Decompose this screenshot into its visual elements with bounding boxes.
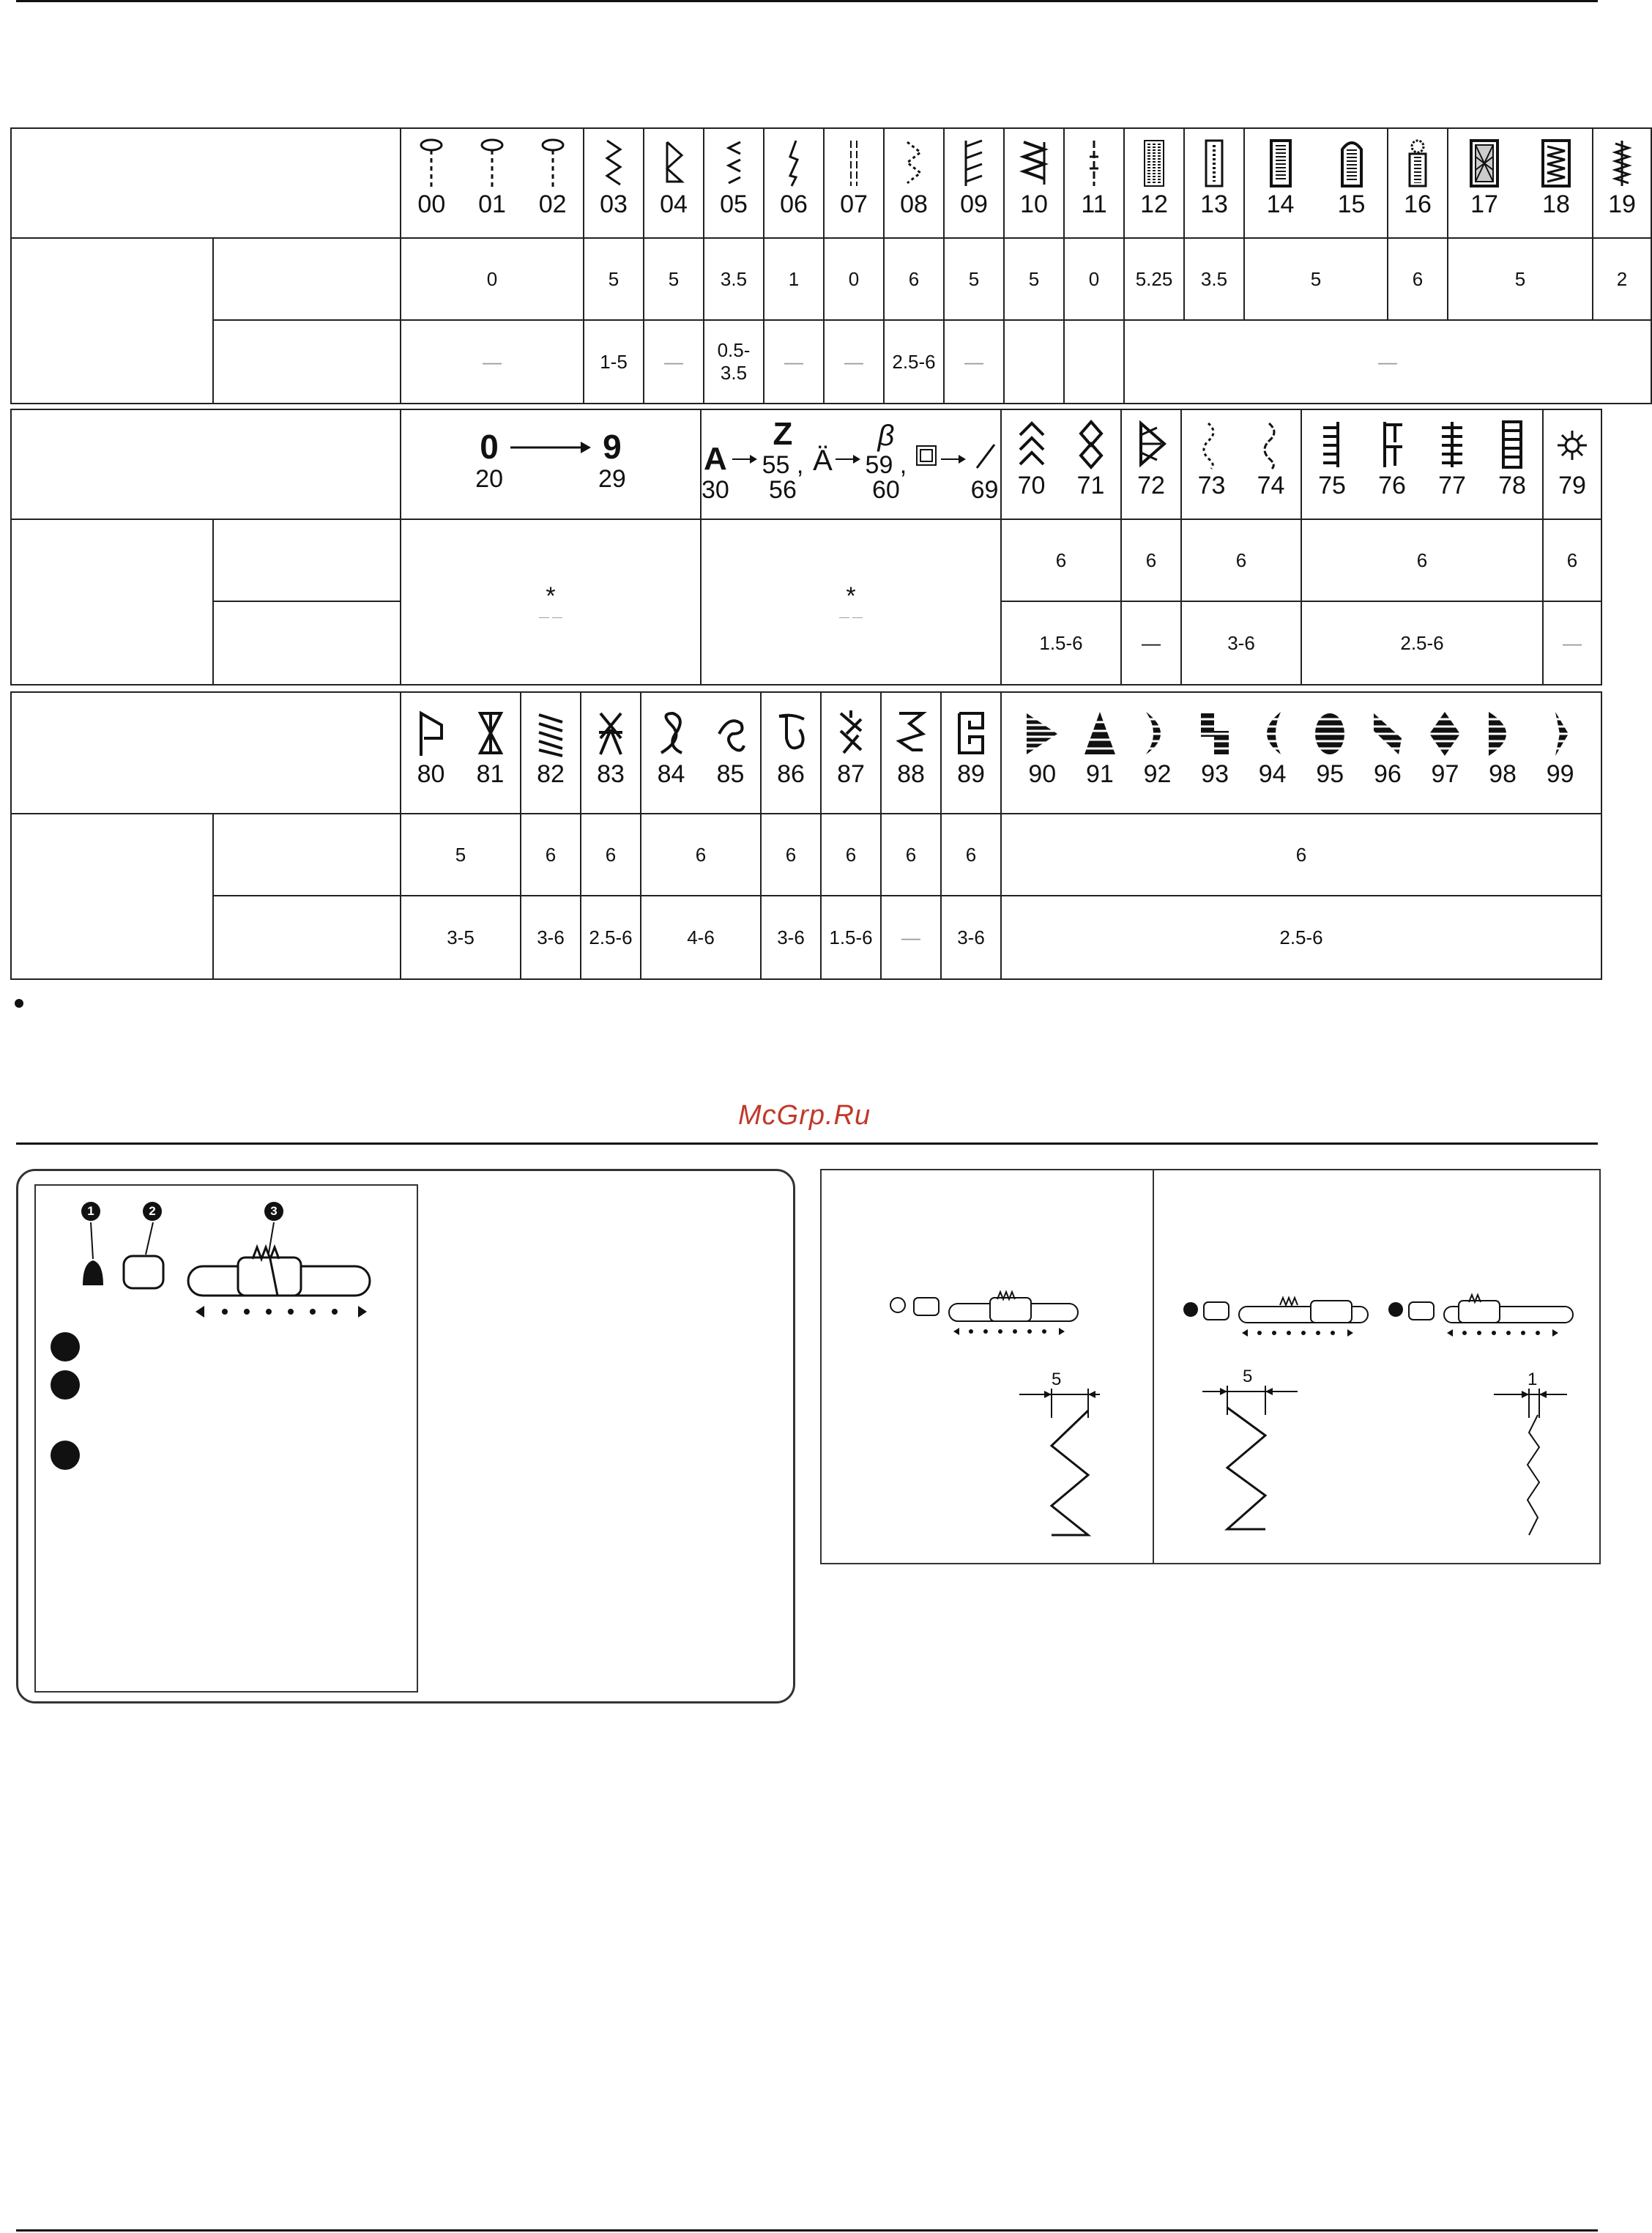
pattern-cell xyxy=(881,692,941,814)
pattern-cell xyxy=(1004,128,1064,238)
pattern-number: 07 xyxy=(840,190,868,218)
manual-width-value: — xyxy=(881,896,941,979)
pattern-cell xyxy=(641,692,761,814)
cross-chain-icon xyxy=(836,709,866,757)
bullet-marker-1 xyxy=(51,1332,80,1361)
pattern-number: 89 xyxy=(957,759,985,788)
multi-zigzag-icon xyxy=(723,139,745,187)
pattern-number: 82 xyxy=(537,759,565,788)
pattern-cell xyxy=(644,128,704,238)
digit-symbol: 0 xyxy=(480,427,499,466)
manual-width-value xyxy=(1004,320,1064,404)
note-bullet xyxy=(15,999,23,1008)
pattern-number: 20 xyxy=(475,464,503,493)
pattern-number: 71 xyxy=(1076,472,1105,499)
manual-width-value: 0.5-3.5 xyxy=(704,320,764,404)
pattern-number: 10 xyxy=(1020,190,1048,218)
row-label xyxy=(11,814,213,979)
darning-zigzag-icon xyxy=(1540,139,1572,187)
eyelet-icon xyxy=(1558,420,1587,469)
pattern-cell xyxy=(884,128,944,238)
straight-center-icon xyxy=(477,139,507,187)
manual-width-value: 3-6 xyxy=(1181,601,1301,685)
pattern-number: 78 xyxy=(1498,472,1526,499)
bullet-marker-3 xyxy=(51,1441,80,1470)
pattern-cell-satin-shapes xyxy=(1001,692,1601,814)
row-sublabel-auto xyxy=(213,238,401,320)
satin-step-icon xyxy=(1197,709,1233,757)
pattern-number: 75 xyxy=(1318,472,1346,499)
pattern-number: 88 xyxy=(897,759,925,788)
pattern-number: 98 xyxy=(1489,760,1517,788)
manual-width-value: 1.5-6 xyxy=(821,896,881,979)
pattern-cell xyxy=(1301,409,1543,519)
bridge-pattern-icon xyxy=(417,709,446,757)
bottom-rule xyxy=(16,2229,1598,2232)
auto-width-value: 6 xyxy=(881,814,941,896)
row-sublabel-manual xyxy=(213,601,401,685)
legend-panel xyxy=(16,1169,795,1703)
pattern-cell xyxy=(1181,409,1301,519)
manual-width-value: — xyxy=(1121,601,1181,685)
pattern-number: 17 xyxy=(1470,190,1498,218)
pattern-number: 99 xyxy=(1546,760,1574,788)
section-rule xyxy=(16,1142,1598,1145)
watermark: McGrp.Ru xyxy=(738,1100,871,1131)
legend-inner-box xyxy=(34,1184,418,1693)
pattern-number: 73 xyxy=(1197,472,1226,499)
pattern-cell xyxy=(1593,128,1651,238)
pattern-number: 90 xyxy=(1028,760,1057,788)
indicator-filled-diagram xyxy=(1180,1288,1378,1339)
manual-width-value: 4-6 xyxy=(641,896,761,979)
row-sublabel-auto xyxy=(213,814,401,896)
satin-arrow-icon xyxy=(1542,709,1579,757)
pattern-number: 87 xyxy=(837,759,865,788)
panel-divider xyxy=(1153,1170,1154,1563)
auto-width-value: 1 xyxy=(764,238,824,320)
pattern-number: 59 , 60 xyxy=(865,450,907,504)
triangle-stitch-icon xyxy=(663,139,685,187)
auto-width-value: 5 xyxy=(1244,238,1388,320)
zigzag-width-1-diagram xyxy=(1494,1389,1574,1550)
auto-width-value: 0 xyxy=(1064,238,1124,320)
row-label xyxy=(11,519,213,685)
stitch-table-2 xyxy=(10,409,1602,685)
pattern-number: 03 xyxy=(600,190,628,218)
letter-symbol: Z xyxy=(773,415,793,452)
manual-width-value: 2.5-6 xyxy=(1001,896,1601,979)
auto-width-value: 6 xyxy=(581,814,641,896)
callout-badge: 2 xyxy=(143,1202,162,1221)
letter-symbol: Ä xyxy=(813,444,833,477)
dotted-zigzag-icon xyxy=(903,139,925,187)
pattern-number: 74 xyxy=(1257,472,1285,499)
row-sublabel-auto xyxy=(213,519,401,601)
pattern-cell xyxy=(1124,128,1184,238)
pattern-number: 84 xyxy=(657,760,685,788)
auto-width-value: 5 xyxy=(944,238,1004,320)
pattern-number: 77 xyxy=(1438,472,1466,499)
pattern-number: 02 xyxy=(538,190,567,218)
auto-width-value: 3.5 xyxy=(704,238,764,320)
pattern-number: 94 xyxy=(1258,760,1287,788)
manual-width-value: — xyxy=(1124,320,1651,404)
header-label-cell xyxy=(11,128,401,238)
auto-width-value: 6 xyxy=(1001,814,1601,896)
zigzag-width-5-alt-diagram xyxy=(1188,1386,1312,1547)
pattern-cell xyxy=(941,692,1001,814)
pattern-number: 11 xyxy=(1081,190,1107,218)
auto-width-value: 6 xyxy=(1543,519,1601,601)
diamond-chain-icon xyxy=(1076,420,1106,469)
manual-width-value: 2.5-6 xyxy=(884,320,944,404)
fan-pattern-icon xyxy=(1135,420,1167,469)
triple-chevron-icon xyxy=(536,709,565,757)
pattern-number: 08 xyxy=(900,190,928,218)
pattern-number: 97 xyxy=(1431,760,1459,788)
manual-width-value xyxy=(1064,320,1124,404)
manual-width-value: 1-5 xyxy=(584,320,644,404)
lightning-stitch-icon xyxy=(783,139,805,187)
auto-width-value: 0 xyxy=(824,238,884,320)
straight-left-icon xyxy=(417,139,446,187)
note-cell: * — — xyxy=(701,519,1001,685)
pattern-number: 93 xyxy=(1201,760,1229,788)
pattern-number: 96 xyxy=(1373,760,1402,788)
pattern-cell xyxy=(521,692,581,814)
buttonhole-icon xyxy=(1203,139,1225,187)
auto-width-value: 5.25 xyxy=(1124,238,1184,320)
pattern-number: 91 xyxy=(1085,760,1114,788)
auto-width-value: 6 xyxy=(941,814,1001,896)
satin-slant-icon xyxy=(1369,709,1406,757)
pattern-cell xyxy=(401,128,584,238)
round-buttonhole-icon xyxy=(1339,139,1364,187)
note-cell: * — — xyxy=(401,519,701,685)
darning-icon xyxy=(1468,139,1500,187)
auto-width-value: 6 xyxy=(821,814,881,896)
pattern-cell xyxy=(1121,409,1181,519)
arrow-right-icon xyxy=(510,436,591,458)
arrow-right-icon xyxy=(732,452,757,467)
overlock-icon xyxy=(961,139,986,187)
manual-width-value: 3-5 xyxy=(401,896,521,979)
header-label-cell xyxy=(11,692,401,814)
pattern-cell xyxy=(1184,128,1244,238)
example-panel xyxy=(820,1169,1601,1564)
pattern-number: 18 xyxy=(1542,190,1570,218)
straight-right-icon xyxy=(538,139,568,187)
slash-symbol-icon xyxy=(972,436,997,472)
pattern-cell xyxy=(1448,128,1593,238)
triple-straight-icon xyxy=(843,139,865,187)
greek-key-icon xyxy=(955,709,987,757)
auto-width-value: 6 xyxy=(1388,238,1448,320)
pattern-cell xyxy=(944,128,1004,238)
zigzag-width-5-diagram xyxy=(1005,1389,1115,1550)
auto-width-value: 6 xyxy=(761,814,821,896)
pattern-number: 16 xyxy=(1404,190,1432,218)
manual-width-value: 2.5-6 xyxy=(581,896,641,979)
pattern-number: 12 xyxy=(1140,190,1168,218)
pattern-cell xyxy=(761,692,821,814)
auto-width-value: 2 xyxy=(1593,238,1651,320)
pattern-number: 55 , 56 xyxy=(762,450,804,504)
top-rule xyxy=(16,0,1598,2)
bullet-marker-2 xyxy=(51,1370,80,1400)
pattern-cell-letters xyxy=(701,409,1001,519)
auto-width-value: 0 xyxy=(401,238,584,320)
row-sublabel-manual xyxy=(213,896,401,979)
callout-badge: 1 xyxy=(81,1202,100,1221)
pattern-cell xyxy=(584,128,644,238)
pattern-number: 80 xyxy=(417,760,445,788)
auto-width-value: 5 xyxy=(401,814,521,896)
auto-width-value: 6 xyxy=(521,814,581,896)
auto-width-value: 5 xyxy=(1448,238,1593,320)
pattern-cell xyxy=(1543,409,1601,519)
pattern-number: 30 xyxy=(702,475,729,504)
comb-satin-icon xyxy=(1379,420,1405,469)
row-label xyxy=(11,238,213,404)
dimension-label: 5 xyxy=(1052,1370,1062,1389)
pattern-number: 09 xyxy=(960,190,988,218)
dimension-label: 5 xyxy=(1243,1367,1253,1386)
pattern-number: 29 xyxy=(598,464,626,493)
manual-width-value: 3-6 xyxy=(761,896,821,979)
manual-width-value: — xyxy=(401,320,584,404)
manual-width-value: — xyxy=(644,320,704,404)
manual-width-value: 1.5-6 xyxy=(1001,601,1121,685)
pattern-number: 00 xyxy=(417,190,446,218)
pattern-number: 05 xyxy=(720,190,748,218)
satin-crescent-icon xyxy=(1139,709,1175,757)
hook-pattern-icon xyxy=(775,709,807,757)
stitch-table-3 xyxy=(10,691,1602,980)
header-label-cell xyxy=(11,409,401,519)
bartack-dense-icon xyxy=(1611,139,1633,187)
dotted-wave-icon xyxy=(1201,420,1223,469)
bartack-icon xyxy=(1083,139,1105,187)
auto-width-value: 6 xyxy=(1121,519,1181,601)
satin-oval-icon xyxy=(1311,709,1348,757)
cross-stitch-icon xyxy=(596,709,625,757)
bar-satin-icon xyxy=(1319,420,1345,469)
pattern-number: 15 xyxy=(1337,190,1366,218)
pattern-number: 85 xyxy=(716,760,745,788)
satin-half-oval-icon xyxy=(1484,709,1521,757)
pattern-cell xyxy=(581,692,641,814)
pattern-cell xyxy=(704,128,764,238)
pattern-number: 92 xyxy=(1143,760,1172,788)
satin-triangle-right-icon xyxy=(1024,709,1060,757)
pattern-number: 13 xyxy=(1200,190,1228,218)
pattern-cell xyxy=(401,692,521,814)
pattern-number: 04 xyxy=(660,190,688,218)
pattern-number: 81 xyxy=(476,760,505,788)
dimension-label: 1 xyxy=(1528,1370,1538,1389)
indicator-filled-narrow-diagram xyxy=(1385,1288,1583,1339)
pattern-cell xyxy=(1244,128,1388,238)
manual-width-value: 3-6 xyxy=(521,896,581,979)
stitch-width-indicator-diagram xyxy=(65,1215,387,1318)
manual-width-value: 3-6 xyxy=(941,896,1001,979)
manual-width-value: — xyxy=(824,320,884,404)
pattern-number: 86 xyxy=(777,759,805,788)
auto-width-value: 6 xyxy=(1301,519,1543,601)
auto-width-value: 6 xyxy=(1181,519,1301,601)
pattern-cell xyxy=(821,692,881,814)
auto-width-value: 6 xyxy=(641,814,761,896)
ladder-satin-icon xyxy=(1439,420,1465,469)
letter-symbol: β xyxy=(877,419,895,452)
swirl-pattern-icon xyxy=(715,709,747,757)
pattern-number: 76 xyxy=(1378,472,1406,499)
auto-width-value: 6 xyxy=(1001,519,1121,601)
pattern-cell xyxy=(1388,128,1448,238)
pattern-cell xyxy=(824,128,884,238)
square-buttonhole-icon xyxy=(1268,139,1293,187)
satin-triangle-up-icon xyxy=(1082,709,1118,757)
stitch-table-1 xyxy=(10,127,1652,404)
pattern-number: 06 xyxy=(780,190,808,218)
auto-width-value: 3.5 xyxy=(1184,238,1244,320)
pattern-number: 95 xyxy=(1316,760,1344,788)
callout-badge: 3 xyxy=(264,1202,283,1221)
buttonhole-stitch-icon xyxy=(1142,139,1167,187)
satin-diamond-icon xyxy=(1426,709,1463,757)
hourglass-pattern-icon xyxy=(476,709,505,757)
arrow-right-icon xyxy=(836,452,860,467)
pattern-cell-digits xyxy=(401,409,701,519)
pattern-number: 14 xyxy=(1266,190,1295,218)
manual-width-value: — xyxy=(764,320,824,404)
manual-width-value: — xyxy=(944,320,1004,404)
square-symbol-icon xyxy=(915,436,938,472)
auto-width-value: 6 xyxy=(884,238,944,320)
indicator-center-diagram xyxy=(888,1288,1107,1339)
meander-icon xyxy=(895,709,927,757)
pattern-cell xyxy=(1064,128,1124,238)
auto-width-value: 5 xyxy=(584,238,644,320)
pattern-number: 79 xyxy=(1558,471,1586,499)
satin-crescent-left-icon xyxy=(1254,709,1291,757)
pattern-number: 19 xyxy=(1608,190,1636,218)
arrow-pattern-icon xyxy=(1017,420,1046,469)
stretch-overlock-icon xyxy=(1021,139,1047,187)
manual-width-value: — xyxy=(1543,601,1601,685)
box-satin-icon xyxy=(1499,420,1525,469)
scallop-wave-icon xyxy=(1260,420,1282,469)
pattern-number: 01 xyxy=(478,190,506,218)
manual-width-value: 2.5-6 xyxy=(1301,601,1543,685)
zigzag-icon xyxy=(603,139,625,187)
pattern-number: 70 xyxy=(1017,472,1046,499)
pattern-cell xyxy=(1001,409,1121,519)
digit-symbol: 9 xyxy=(603,427,622,466)
row-sublabel-manual xyxy=(213,320,401,404)
pattern-number: 72 xyxy=(1137,471,1165,499)
auto-width-value: 5 xyxy=(1004,238,1064,320)
pattern-cell xyxy=(764,128,824,238)
arrow-right-icon xyxy=(941,452,966,467)
pattern-number: 83 xyxy=(597,759,625,788)
auto-width-value: 5 xyxy=(644,238,704,320)
pattern-number: 69 xyxy=(970,475,999,504)
letter-symbol: A xyxy=(704,440,727,477)
loop-pattern-icon xyxy=(655,709,688,757)
keyhole-buttonhole-icon xyxy=(1405,139,1430,187)
